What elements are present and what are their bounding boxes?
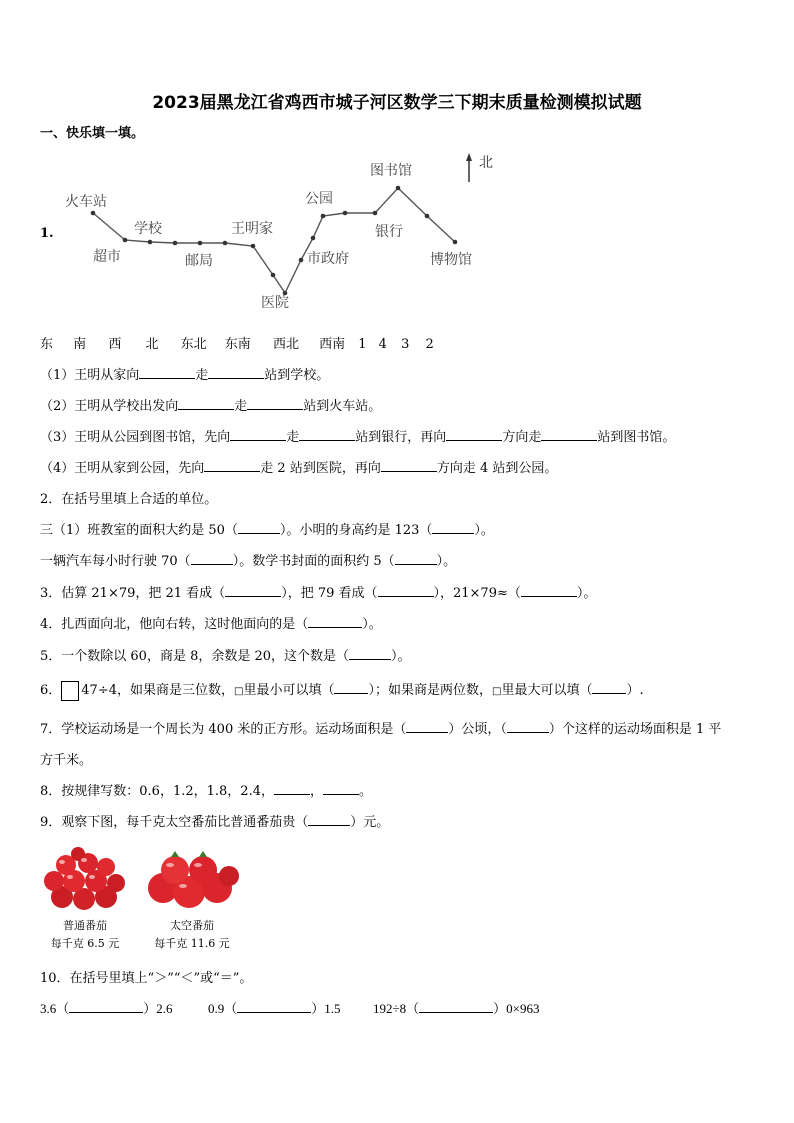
comparison-right: ）0×963 xyxy=(493,1001,540,1016)
answer-blank[interactable] xyxy=(507,720,549,733)
comparison-3 xyxy=(373,998,539,1017)
answer-blank[interactable] xyxy=(225,584,281,597)
question-text: （4）王明从家到公园，先向 xyxy=(40,461,205,476)
answer-blank[interactable] xyxy=(308,813,350,826)
comparison-1 xyxy=(40,998,173,1017)
answer-blank[interactable] xyxy=(299,428,355,441)
word-bank-item: 4 xyxy=(378,337,387,352)
question-text: 走 xyxy=(234,399,248,414)
word-bank-item: 东北 xyxy=(180,337,207,352)
question-5 xyxy=(40,645,411,664)
place-hospital: 医院 xyxy=(261,295,289,310)
question-2-line-1 xyxy=(40,519,494,538)
answer-blank[interactable] xyxy=(139,366,195,379)
question-8 xyxy=(40,780,372,799)
square-symbol: □ xyxy=(491,686,502,697)
answer-blank[interactable] xyxy=(204,459,260,472)
question-4 xyxy=(40,613,382,632)
word-bank-item: 南 xyxy=(73,337,87,352)
question-text: （2）王明从学校出发向 xyxy=(40,399,179,414)
map-node xyxy=(343,211,348,216)
answer-blank[interactable] xyxy=(432,521,474,534)
regular-tomato-name: 普通番茄 xyxy=(63,919,107,932)
question-9 xyxy=(40,811,389,830)
question-text: 走 2 站到医院，再向 xyxy=(260,461,381,476)
regular-tomatoes-image xyxy=(40,845,130,915)
map-node xyxy=(123,238,128,243)
answer-blank[interactable] xyxy=(230,428,286,441)
question-text: 三（1）班教室的面积大约是 50（ xyxy=(40,523,238,538)
question-text: 7．学校运动场是一个周长为 400 米的正方形。运动场面积是（ xyxy=(40,722,407,737)
question-text: 47÷4，如果商是三位数， xyxy=(81,683,234,698)
map-node xyxy=(173,241,178,246)
answer-blank[interactable] xyxy=(308,615,362,628)
question-text: 站到银行，再向 xyxy=(355,430,447,445)
word-bank-item: 东南 xyxy=(224,337,251,352)
question-text: 走 xyxy=(286,430,300,445)
answer-blank[interactable] xyxy=(406,720,448,733)
map-node xyxy=(271,273,276,278)
place-school: 学校 xyxy=(134,221,162,237)
map-node xyxy=(223,241,228,246)
place-wangming-home: 王明家 xyxy=(231,221,273,237)
page-title: 2023届黑龙江省鸡西市城子河区数学三下期末质量检测模拟试题 xyxy=(152,93,642,113)
map-node xyxy=(425,214,430,219)
north-label: 北 xyxy=(479,155,493,171)
question-text: 9．观察下图，每千克太空番茄比普通番茄贵（ xyxy=(40,815,309,830)
space-tomato-price: 每千克 11.6 元 xyxy=(154,937,230,950)
question-text: 8．按规律写数：0.6，1.2，1.8，2.4， xyxy=(40,784,274,799)
question-text: 4．扎西面向北，他向右转，这时他面向的是（ xyxy=(40,617,309,632)
answer-blank[interactable] xyxy=(208,366,264,379)
question-text: 。 xyxy=(358,784,372,799)
question-7-continued: 方千米。 xyxy=(40,753,93,768)
map-node xyxy=(373,211,378,216)
question-1-part-1 xyxy=(40,364,329,383)
answer-blank[interactable] xyxy=(592,681,626,694)
question-text: 一辆汽车每小时行驶 70（ xyxy=(40,554,191,569)
answer-blank[interactable] xyxy=(247,397,303,410)
word-bank-item: 2 xyxy=(425,337,434,352)
comparison-right: ）1.5 xyxy=(311,1001,341,1016)
question-10: 10．在括号里填上“＞”“＜”或“＝”。 xyxy=(40,971,253,986)
question-text: ）。 xyxy=(362,617,382,632)
question-1-number: 1. xyxy=(40,226,54,241)
word-bank-item: 西北 xyxy=(272,337,299,352)
map-node xyxy=(453,240,458,245)
answer-blank[interactable] xyxy=(238,521,280,534)
question-1-part-4 xyxy=(40,457,557,476)
digit-box[interactable] xyxy=(61,681,79,701)
question-text: ）。数学书封面的面积约 5（ xyxy=(232,554,395,569)
space-tomato-name: 太空番茄 xyxy=(170,919,214,932)
regular-tomato-price: 每千克 6.5 元 xyxy=(50,937,120,950)
question-text: ）. xyxy=(626,683,644,698)
comparison-right: ）2.6 xyxy=(143,1001,173,1016)
place-library: 图书馆 xyxy=(370,163,412,179)
question-6 xyxy=(40,679,644,701)
question-text: ）元。 xyxy=(350,815,390,830)
answer-blank[interactable] xyxy=(178,397,234,410)
word-bank-item: 西南 xyxy=(319,337,346,352)
answer-blank[interactable] xyxy=(323,782,359,795)
question-text: （1）王明从家向 xyxy=(40,368,140,383)
question-text: 方向走 xyxy=(502,430,542,445)
question-text: 里最小可以填（ xyxy=(243,683,335,698)
question-text: ）。 xyxy=(474,523,494,538)
question-text: 3．估算 21×79，把 21 看成（ xyxy=(40,586,226,601)
question-text: （3）王明从公园到图书馆，先向 xyxy=(40,430,231,445)
question-text: 站到学校。 xyxy=(264,368,330,383)
word-bank-item: 东 xyxy=(40,337,54,352)
word-bank-item: 1 xyxy=(358,337,367,352)
map-node xyxy=(148,240,153,245)
square-symbol: □ xyxy=(234,686,244,697)
place-park: 公园 xyxy=(305,191,333,207)
question-text: ）；如果商是两位数， xyxy=(368,683,492,698)
question-text: 站到图书馆。 xyxy=(597,430,676,445)
answer-blank[interactable] xyxy=(541,428,597,441)
answer-blank[interactable] xyxy=(334,681,368,694)
question-text: ），21×79≈（ xyxy=(433,586,521,601)
word-bank-item: 3 xyxy=(401,337,410,352)
question-text: ）。 xyxy=(576,586,597,601)
route-map xyxy=(55,150,515,310)
map-node xyxy=(299,258,304,263)
question-text: 5．一个数除以 60，商是 8，余数是 20，这个数是（ xyxy=(40,649,350,664)
space-tomatoes-image xyxy=(143,848,243,913)
answer-blank[interactable] xyxy=(349,647,391,660)
north-arrow xyxy=(466,153,493,182)
answer-blank[interactable] xyxy=(419,1000,493,1013)
question-text: 站到火车站。 xyxy=(303,399,382,414)
place-city-government: 市政府 xyxy=(307,251,349,267)
place-bank: 银行 xyxy=(375,224,403,240)
map-node xyxy=(91,211,96,216)
question-text: ），把 79 看成（ xyxy=(281,586,378,601)
question-3 xyxy=(40,582,596,601)
answer-blank[interactable] xyxy=(446,428,502,441)
question-text: ）。 xyxy=(436,554,457,569)
question-2-line-2 xyxy=(40,550,456,569)
map-node xyxy=(321,214,326,219)
question-text: 方向走 4 站到公园。 xyxy=(436,461,558,476)
map-node xyxy=(251,244,256,249)
map-node xyxy=(396,186,401,191)
question-1-part-3 xyxy=(40,426,675,445)
question-text: 里最大可以填（ xyxy=(501,683,593,698)
comparison-2 xyxy=(208,998,341,1017)
comparison-left: 0.9（ xyxy=(208,1001,238,1016)
answer-blank[interactable] xyxy=(521,584,577,597)
answer-blank[interactable] xyxy=(378,584,434,597)
place-supermarket: 超市 xyxy=(93,249,121,265)
answer-blank[interactable] xyxy=(395,552,437,565)
comparison-left: 3.6（ xyxy=(40,1001,70,1016)
question-text: ）。 xyxy=(391,649,411,664)
question-text: 走 xyxy=(195,368,209,383)
answer-blank[interactable] xyxy=(237,1000,311,1013)
place-train-station: 火车站 xyxy=(65,194,107,210)
word-bank xyxy=(40,333,434,352)
section-heading: 一、快乐填一填。 xyxy=(40,126,145,141)
answer-blank[interactable] xyxy=(69,1000,143,1013)
question-text: ）公顷，（ xyxy=(448,722,507,737)
place-post-office: 邮局 xyxy=(185,253,213,269)
question-2: 2．在括号里填上合适的单位。 xyxy=(40,492,218,507)
answer-blank[interactable] xyxy=(191,552,233,565)
place-museum: 博物馆 xyxy=(430,252,472,268)
question-text: ）个这样的运动场面积是 1 平 xyxy=(548,722,722,737)
question-1-part-2 xyxy=(40,395,381,414)
question-number: 6． xyxy=(40,683,62,698)
question-7 xyxy=(40,718,721,737)
map-node xyxy=(198,241,203,246)
question-text: ）。小明的身高约是 123（ xyxy=(279,523,433,538)
map-node xyxy=(311,236,316,241)
question-text: ， xyxy=(309,784,323,799)
comparison-left: 192÷8（ xyxy=(373,1001,420,1016)
answer-blank[interactable] xyxy=(274,782,310,795)
word-bank-item: 北 xyxy=(145,337,159,352)
word-bank-item: 西 xyxy=(108,337,122,352)
answer-blank[interactable] xyxy=(381,459,437,472)
